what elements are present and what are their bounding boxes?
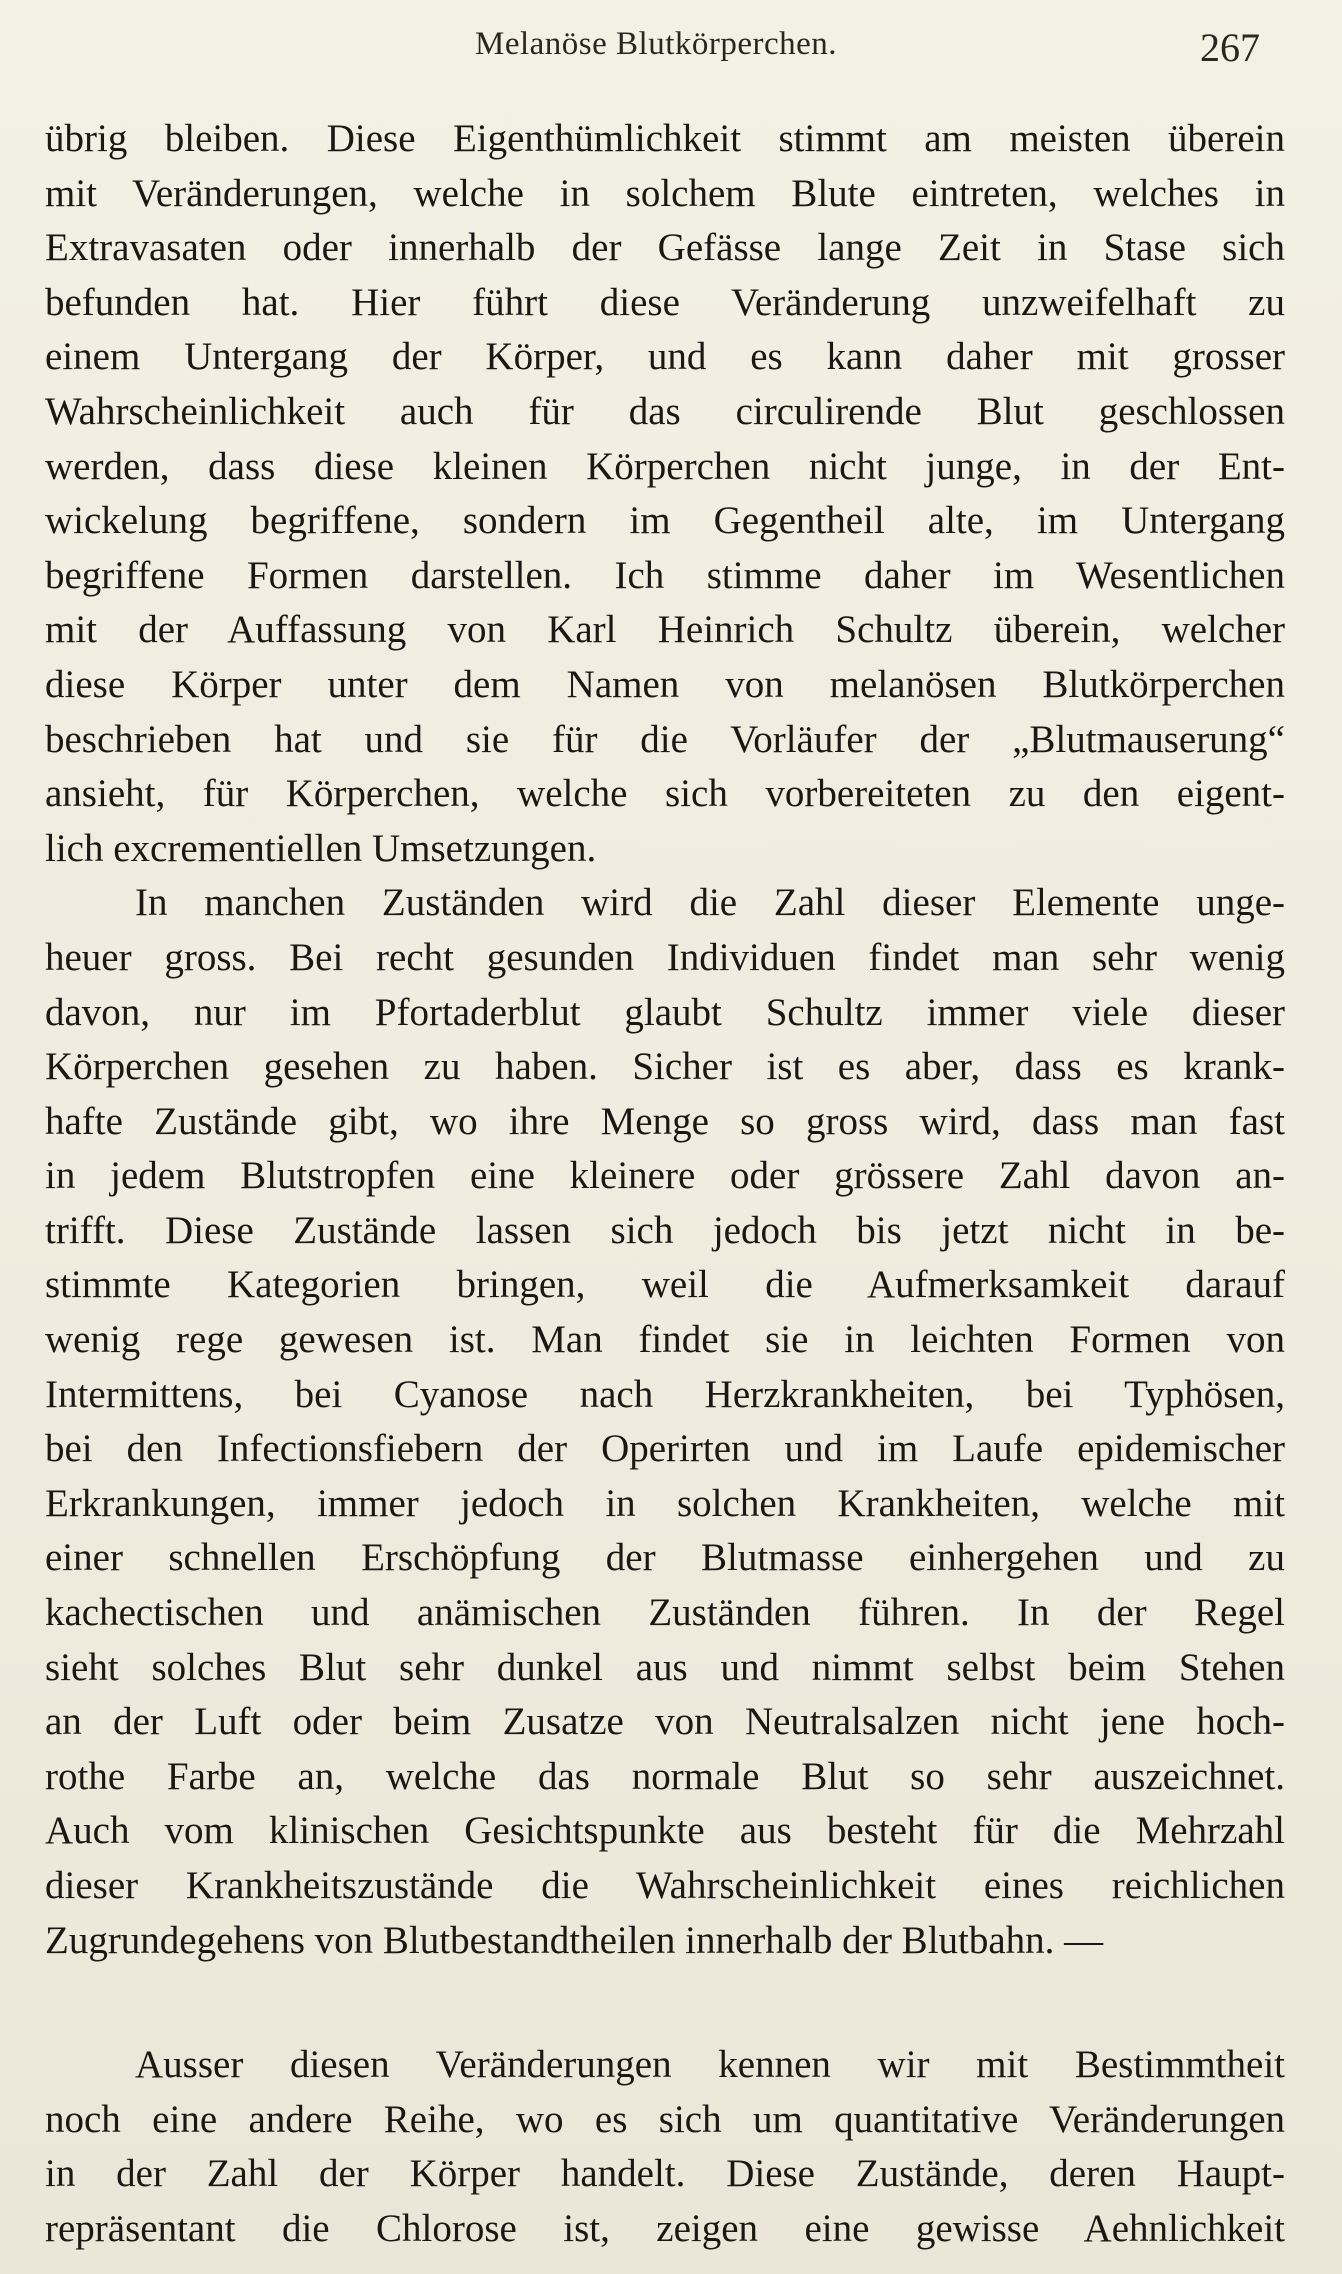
text-line: sieht solches Blut sehr dunkel aus und nimmt selbst beim Stehen <box>45 1645 1285 1689</box>
text-line: beschrieben hat und sie für die Vorläufer der „Blutmauserung“ <box>45 717 1285 761</box>
text-line: Extravasaten oder innerhalb der Gefässe lange Zeit in Stase sich <box>45 226 1285 270</box>
text-line: bei den Infectionsfiebern der Operirten und im Laufe epidemischer <box>45 1427 1285 1471</box>
page-header <box>0 20 1342 80</box>
text-line: mit der Auffassung von Karl Heinrich Schultz überein, welcher <box>45 608 1285 652</box>
text-line: mit Veränderungen, welche in solchem Blute eintreten, welches in <box>45 171 1285 215</box>
body-text <box>45 112 1285 1968</box>
text-line: hafte Zustände gibt, wo ihre Menge so gross wird, dass man fast <box>45 1099 1285 1143</box>
text-line: lich excrementiellen Umsetzungen. <box>45 826 597 870</box>
text-line: repräsentant die Chlorose ist, zeigen eine gewisse Aehnlichkeit <box>45 2206 1285 2250</box>
text-line: heuer gross. Bei recht gesunden Individuen findet man sehr wenig <box>45 935 1285 979</box>
paragraph-2 <box>45 876 1285 1968</box>
running-title: Melanöse Blutkörperchen. <box>475 26 838 62</box>
text-line: ansieht, für Körperchen, welche sich vorbereiteten zu den eigent- <box>45 772 1285 816</box>
text-line: Auch vom klinischen Gesichtspunkte aus besteht für die Mehrzahl <box>45 1809 1285 1853</box>
text-line: begriffene Formen darstellen. Ich stimme daher im Wesentlichen <box>45 553 1285 597</box>
page-number: 267 <box>1200 25 1260 70</box>
text-line: Erkrankungen, immer jedoch in solchen Krankheiten, welche mit <box>45 1481 1285 1525</box>
text-line: befunden hat. Hier führt diese Veränderung unzweifelhaft zu <box>45 280 1285 324</box>
text-line: an der Luft oder beim Zusatze von Neutralsalzen nicht jene hoch- <box>45 1700 1285 1744</box>
text-line: übrig bleiben. Diese Eigenthümlichkeit stimmt am meisten überein <box>45 117 1285 160</box>
text-line: wickelung begriffene, sondern im Gegentheil alte, im Untergang <box>45 499 1285 543</box>
body-text-continued <box>45 2038 1285 2256</box>
text-line: einer schnellen Erschöpfung der Blutmasse einhergehen und zu <box>45 1536 1285 1580</box>
text-line: rothe Farbe an, welche das normale Blut so sehr auszeichnet. <box>45 1754 1285 1798</box>
text-line: kachectischen und anämischen Zuständen führen. In der Regel <box>45 1591 1285 1635</box>
text-line: dieser Krankheitszustände die Wahrscheinlichkeit eines reichlichen <box>45 1864 1285 1907</box>
text-line: Ausser diesen Veränderungen kennen wir mit Bestimmtheit <box>135 2043 1285 2086</box>
text-line: davon, nur im Pfortaderblut glaubt Schultz immer viele dieser <box>45 990 1285 1034</box>
text-line: Zugrundegehens von Blutbestandtheilen innerhalb der Blutbahn. — <box>45 1918 1104 1962</box>
text-line: noch eine andere Reihe, wo es sich um quantitative Veränderungen <box>45 2097 1285 2141</box>
text-line: trifft. Diese Zustände lassen sich jedoch bis jetzt nicht in be- <box>45 1208 1285 1252</box>
text-line: einem Untergang der Körper, und es kann daher mit grosser <box>45 335 1285 379</box>
text-line: in der Zahl der Körper handelt. Diese Zustände, deren Haupt- <box>45 2152 1285 2196</box>
text-line: in jedem Blutstropfen eine kleinere oder grössere Zahl davon an- <box>45 1154 1285 1198</box>
text-line: stimmte Kategorien bringen, weil die Aufmerksamkeit darauf <box>45 1263 1285 1307</box>
text-line: Intermittens, bei Cyanose nach Herzkrankheiten, bei Typhösen, <box>45 1372 1285 1416</box>
text-line: diese Körper unter dem Namen von melanösen Blutkörperchen <box>45 662 1285 706</box>
paragraph-3 <box>45 2038 1285 2256</box>
text-line: In manchen Zuständen wird die Zahl dieser Elemente unge- <box>135 881 1285 925</box>
text-line: Wahrscheinlichkeit auch für das circulirende Blut geschlossen <box>45 389 1285 433</box>
paragraph-1 <box>45 112 1285 876</box>
text-line: werden, dass diese kleinen Körperchen nicht junge, in der Ent- <box>45 444 1285 488</box>
text-line: Körperchen gesehen zu haben. Sicher ist es aber, dass es krank- <box>45 1045 1285 1089</box>
text-line: wenig rege gewesen ist. Man findet sie in leichten Formen von <box>45 1318 1285 1362</box>
